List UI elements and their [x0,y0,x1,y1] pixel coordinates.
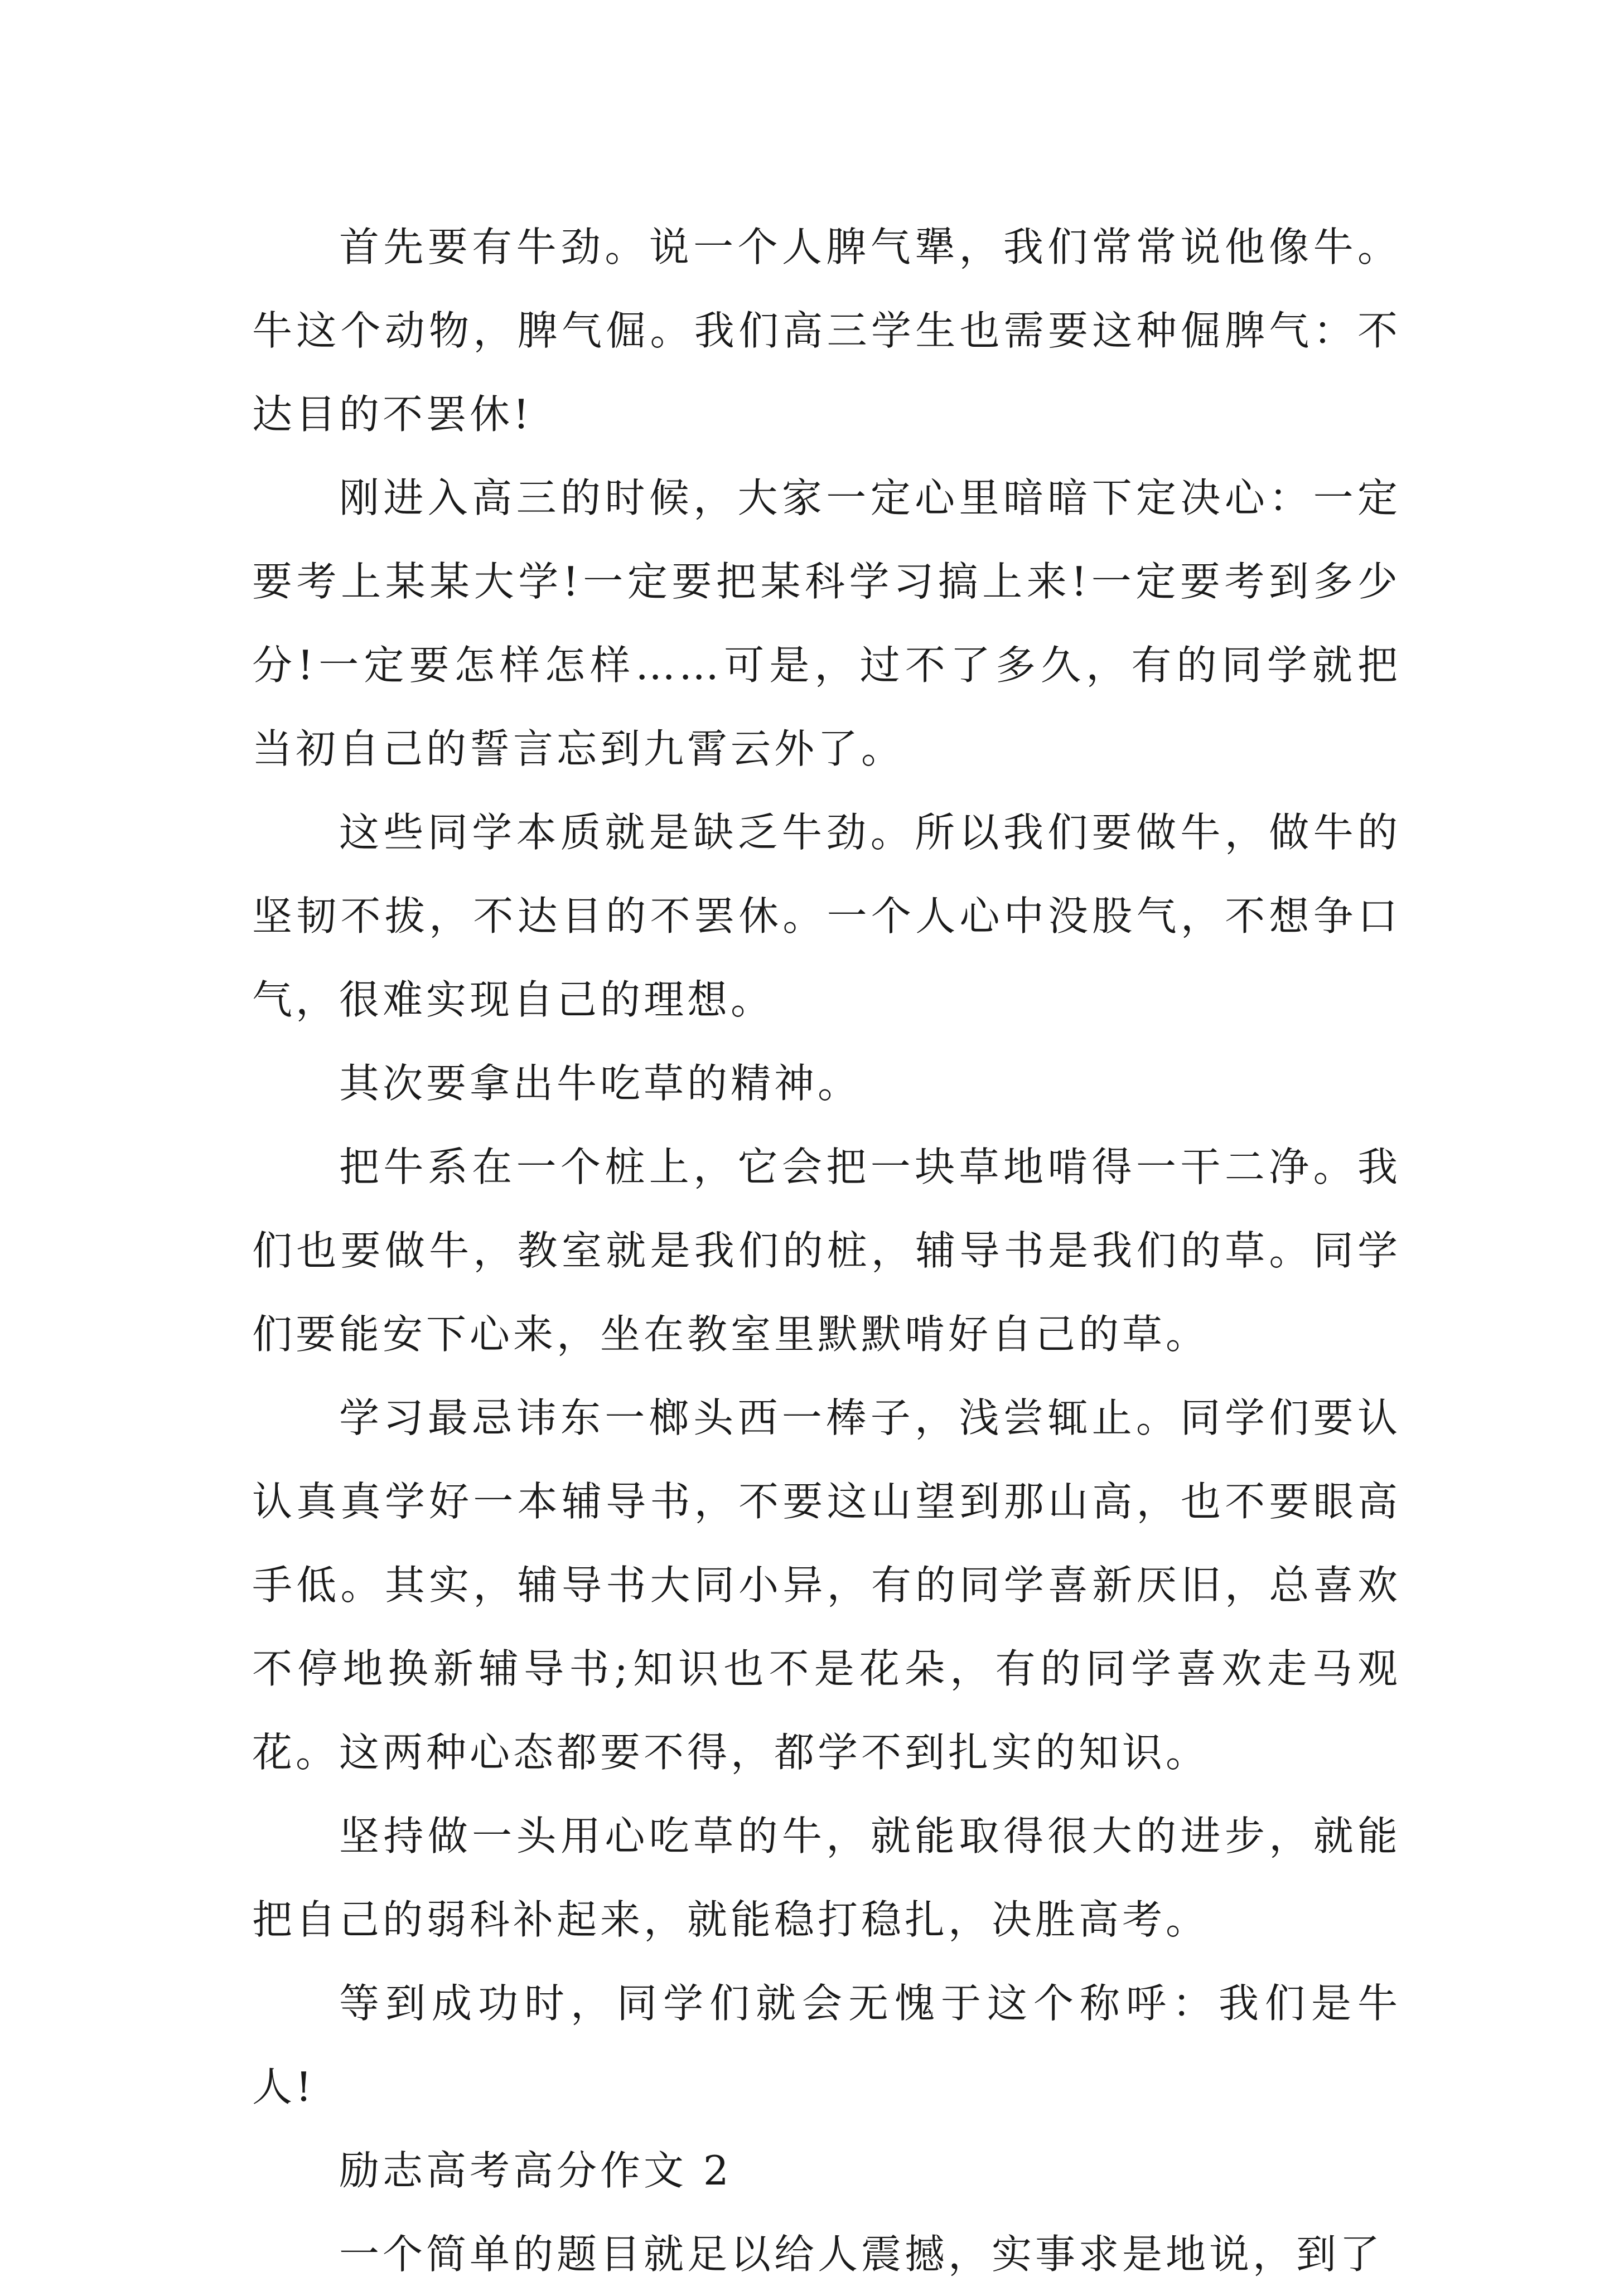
section-heading: 励志高考高分作文 2 [339,2147,732,2194]
paragraph: 其次要拿出牛吃草的精神。 [339,1060,862,1107]
paragraph: 坚持做一头用心吃草的牛，就能取得很大的进步，就能把自己的弱科补起来，就能稳打稳扎，决胜高考。 [252,1813,1401,1943]
paragraph: 一个简单的题目就足以给人震撼，实事求是地说，到了 [339,2231,1384,2278]
paragraph: 把牛系在一个桩上，它会把一块草地啃得一干二净。我们也要做牛，教室就是我们的桩，辅导书是我们的草。同学们要能安下心来，坐在教室里默默啃好自己的草。 [252,1144,1401,1358]
paragraph: 刚进入高三的时候，大家一定心里暗暗下定决心：一定要考上某某大学!一定要把某科学习搞上来!一定要考到多少分!一定要怎样怎样……可是，过不了多久，有的同学就把当初自己的誓言忘到九霄云外了。 [252,474,1401,772]
paragraph: 等到成功时，同学们就会无愧于这个称呼：我们是牛人! [252,1980,1401,2110]
paragraph: 首先要有牛劲。说一个人脾气犟，我们常常说他像牛。牛这个动物，脾气倔。我们高三学生也需要这种倔脾气：不达目的不罢休! [252,224,1401,438]
paragraph: 这些同学本质就是缺乏牛劲。所以我们要做牛，做牛的坚韧不拔，不达目的不罢休。一个人心中没股气，不想争口气，很难实现自己的理想。 [252,809,1401,1023]
paragraph: 学习最忌讳东一榔头西一棒子，浅尝辄止。同学们要认认真真学好一本辅导书，不要这山望到那山高，也不要眼高手低。其实，辅导书大同小异，有的同学喜新厌旧，总喜欢不停地换新辅导书;知识也不是花朵，有的同学喜欢走马观花。这两种心态都要不得，都学不到扎实的知识。 [252,1394,1401,1776]
document-body [252,205,1401,2296]
